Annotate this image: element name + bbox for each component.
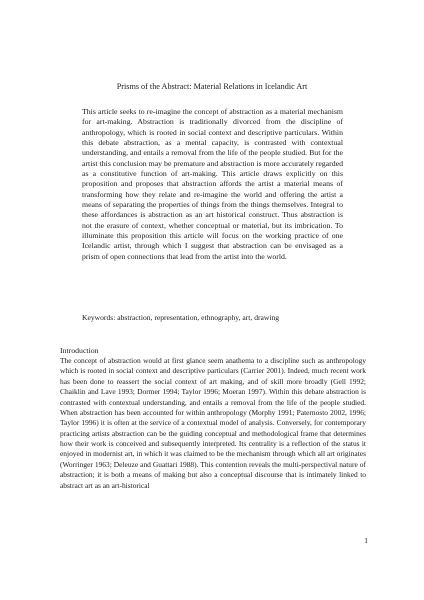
abstract: [82, 107, 343, 262]
section-heading-introduction: Introduction: [60, 346, 99, 355]
paper-title: Prisms of the Abstract: Material Relations in Icelandic Art: [116, 82, 308, 91]
abstract-text: This article seeks to re-imagine the concept of abstraction as a material mechanism for art-making. Abstraction is traditionally divorced from the discipline of anthropology, which is rooted in social context and descriptive particulars. Within this debate abstraction, as a mental capacity, is contrasted with contextual understanding, and entails a removal from the life of the people studied. But for the artist this conclusion may be premature and abstraction is more accurately regarded as a constitutive function of art-making. This article draws explicitly on this proposition and proposes that abstraction affords the artist a material means of transforming how they relate and re-imagine the world and offering the artist a means of separating the properties of things from the things themselves. Integral to these affordances is abstraction as an art historical construct. Thus abstraction is not the erasure of context, whether conceptual or material, but its imbrication. To illuminate this proposition this article will focus on the working practice of one Icelandic artist, through which I suggest that abstraction can be envisaged as a prism of open connections that lead from the artist into the world.: [82, 107, 343, 261]
page-number: 1: [364, 536, 368, 545]
body-paragraph: The concept of abstraction would at first glance seem anathema to a discipline such as anthropology which is rooted in social context and descriptive particulars (Carrier 2001). Indeed, much recent work has been done to reassert the social context of art making, and of skill more broadly (Gell 1992; Chaiklin and Lave 1993; Dormer 1994; Taylor 1996; Moeran 1997). Within this debate abstraction is contrasted with contextual understanding, and entails a removal from the life of the people studied. When abstraction has been accounted for within anthropology (Morphy 1991; Paternosto 2002, 1996; Taylor 1996) it is often at the service of a contextual model of analysis. Conversely, for contemporary practicing artists abstraction can be the guiding conceptual and methodological frame that determines how their work is conceived and subsequently interpreted. Its centrality is a reflection of the status it enjoyed in modernist art, in which it was claimed to be the mechanism through which all art originates (Worringer 1963; Deleuze and Guattari 1988). This contention reveals the multi-perspectival nature of abstraction; it is both a means of making but also a conceptual discourse that is intimately linked to abstract art as an art-historical: [60, 356, 366, 490]
body-text: [60, 356, 366, 491]
keywords: Keywords: abstraction, representation, ethnography, art, drawing: [82, 313, 280, 322]
